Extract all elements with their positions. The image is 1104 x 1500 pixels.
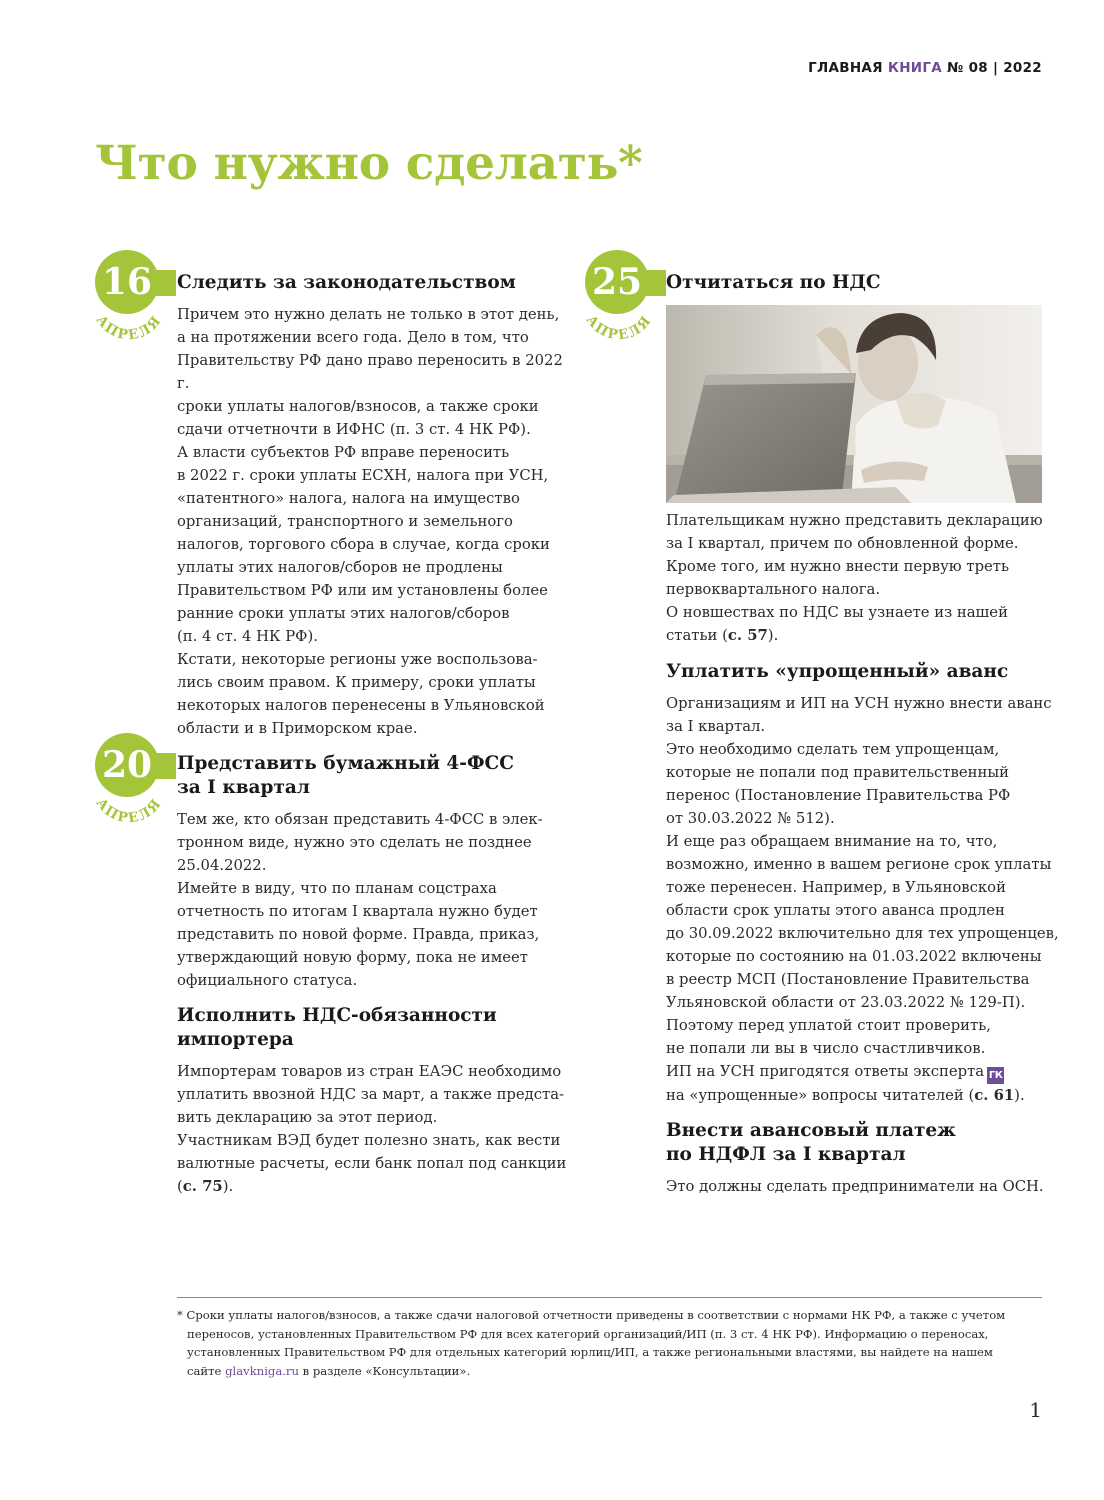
photo-woman-laptop xyxy=(666,305,1042,503)
section-heading: Представить бумажный 4-ФСС за I квартал xyxy=(177,753,514,798)
body-text: Организациям и ИП на УСН нужно внести аванс за I квартал. Это необходимо сделать тем упрощенцам, которые не попали под правительственный перенос (Постановление Правительства РФ от 30.03.2022 № 512). И еще раз обращаем внимание на то, что, возможно, именно в вашем регионе срок уплаты тоже перенесен. Например, в Ульяновской области срок уплаты этого аванса продлен до 30.09.2022 включительно для тех упрощенцев, которые по состоянию на 01.03.2022 включены в реестр МСП (Постановление Правительства Ульяновской области от 23.03.2022 № 129-П). Поэтому перед уплатой стоит проверить, не попали ли вы в число счастливчиков. ИП на УСН пригодятся ответы эксперта xyxy=(666,695,1059,1080)
footnote xyxy=(177,1306,1047,1380)
body-text: Плательщикам нужно представить декларацию за I квартал, причем по обновленной форме. Кроме того, им нужно внести первую треть первоквартального налога. О новшествах по НДС вы узнаете из нашей статьи ( xyxy=(666,512,1043,644)
section-body: Это должны сделать предприниматели на ОСН. xyxy=(666,1178,1044,1195)
section-ndfl-advance xyxy=(666,1119,1061,1198)
badge-day: 25 xyxy=(585,250,649,314)
section-follow-legislation xyxy=(177,271,572,740)
glavkniga-link[interactable]: glavkniga.ru xyxy=(225,1363,299,1378)
body-text: Импортерам товаров из стран ЕАЭС необходимо уплатить ввозной НДС за март, а также предста- вить декларацию за этот период. Участникам ВЭД будет полезно знать, как вести валютные расчеты, если банк попал под санкции ( xyxy=(177,1063,567,1195)
expert-gk-icon[interactable]: ГК xyxy=(987,1067,1004,1084)
header-glavnaya: ГЛАВНАЯ xyxy=(808,60,883,76)
footnote-tail: в разделе «Консультации». xyxy=(302,1363,471,1378)
section-heading: Следить за законодательством xyxy=(177,272,516,293)
header-issue: № 08 | 2022 xyxy=(947,60,1042,76)
badge-month-text: АПРЕЛЯ xyxy=(582,312,656,344)
section-heading: Исполнить НДС-обязанности импортера xyxy=(177,1005,497,1050)
section-body: Тем же, кто обязан представить 4-ФСС в элек- тронном виде, нужно это сделать не позднее 25.04.2022. Имейте в виду, что по планам соцстраха отчетность по итогам I квартала нужно будет представить по новой форме. Правда, приказ, утверждающий новую форму, пока не имеет официального статуса. xyxy=(177,811,543,989)
footnote-divider xyxy=(177,1297,1042,1298)
page-title: Что нужно сделать* xyxy=(95,136,643,191)
page-number: 1 xyxy=(1029,1398,1042,1422)
body-text-2: на «упрощенные» вопросы читателей ( xyxy=(666,1087,975,1104)
page-ref-link[interactable]: с. 61 xyxy=(974,1087,1015,1104)
badge-month-text: АПРЕЛЯ xyxy=(92,795,166,827)
page-ref-link[interactable]: с. 57 xyxy=(727,627,768,644)
body-text-end: ). xyxy=(222,1178,234,1195)
section-importer-vat xyxy=(177,1004,572,1198)
section-heading: Отчитаться по НДС xyxy=(666,272,881,293)
footnote-rest xyxy=(177,1325,1047,1381)
footnote-rest-text: переносов, установленных Правительством РФ для всех категорий организаций/ИП (п. 3 ст. 4 НК РФ). Информацию о переносах, установленных Правительством РФ для отдельных категорий юрлиц/ИП, а также региональными властями, вы найдете на нашем сайте xyxy=(187,1326,993,1378)
section-vat-report-heading xyxy=(666,271,1056,295)
page-ref-link[interactable]: с. 75 xyxy=(182,1178,223,1195)
badge-day: 16 xyxy=(95,250,159,314)
svg-text:АПРЕЛЯ xyxy=(583,312,656,343)
badge-day: 20 xyxy=(95,733,159,797)
section-4fss-paper xyxy=(177,752,572,992)
svg-text:АПРЕЛЯ xyxy=(93,795,166,826)
body-text-end: ). xyxy=(1014,1087,1025,1104)
section-body xyxy=(666,692,1061,1107)
header-kniga: КНИГА xyxy=(887,60,943,76)
section-body: Причем это нужно делать не только в этот день, а на протяжении всего года. Дело в том, что Правительству РФ дано право переносить в 2022 г. сроки уплаты налогов/взносов, а также сроки сдачи отчетночти в ИФНС (п. 3 ст. 4 НК РФ). А власти субъектов РФ вправе переносить в 2022 г. сроки уплаты ЕСХН, налога при УСН, «патентного» налога, налога на имущество организаций, транспортного и земельного налогов, торгового сбора в случае, когда сроки уплаты этих налогов/сборов не продлены Правительством РФ или им установлены более ранние сроки уплаты этих налогов/сборов (п. 4 ст. 4 НК РФ). Кстати, некоторые регионы уже воспользова- лись своим правом. К примеру, сроки уплаты некоторых налогов перенесены в Ульяновской области и в Приморском крае. xyxy=(177,306,563,737)
section-body xyxy=(177,1060,572,1198)
section-heading: Уплатить «упрощенный» аванс xyxy=(666,661,1009,682)
svg-text:АПРЕЛЯ xyxy=(93,312,166,343)
magazine-header xyxy=(808,60,1042,76)
section-heading: Внести авансовый платеж по НДФЛ за I квартал xyxy=(666,1120,956,1165)
footnote-line1: * Сроки уплаты налогов/взносов, а также сдачи налоговой отчетности приведены в соответствии с нормами НК РФ, а также с учетом xyxy=(177,1308,1006,1322)
body-text-end: ). xyxy=(767,627,779,644)
badge-month-text: АПРЕЛЯ xyxy=(92,312,166,344)
section-body xyxy=(666,509,1061,647)
section-usn-advance xyxy=(666,660,1061,1107)
section-vat-report xyxy=(666,509,1061,647)
